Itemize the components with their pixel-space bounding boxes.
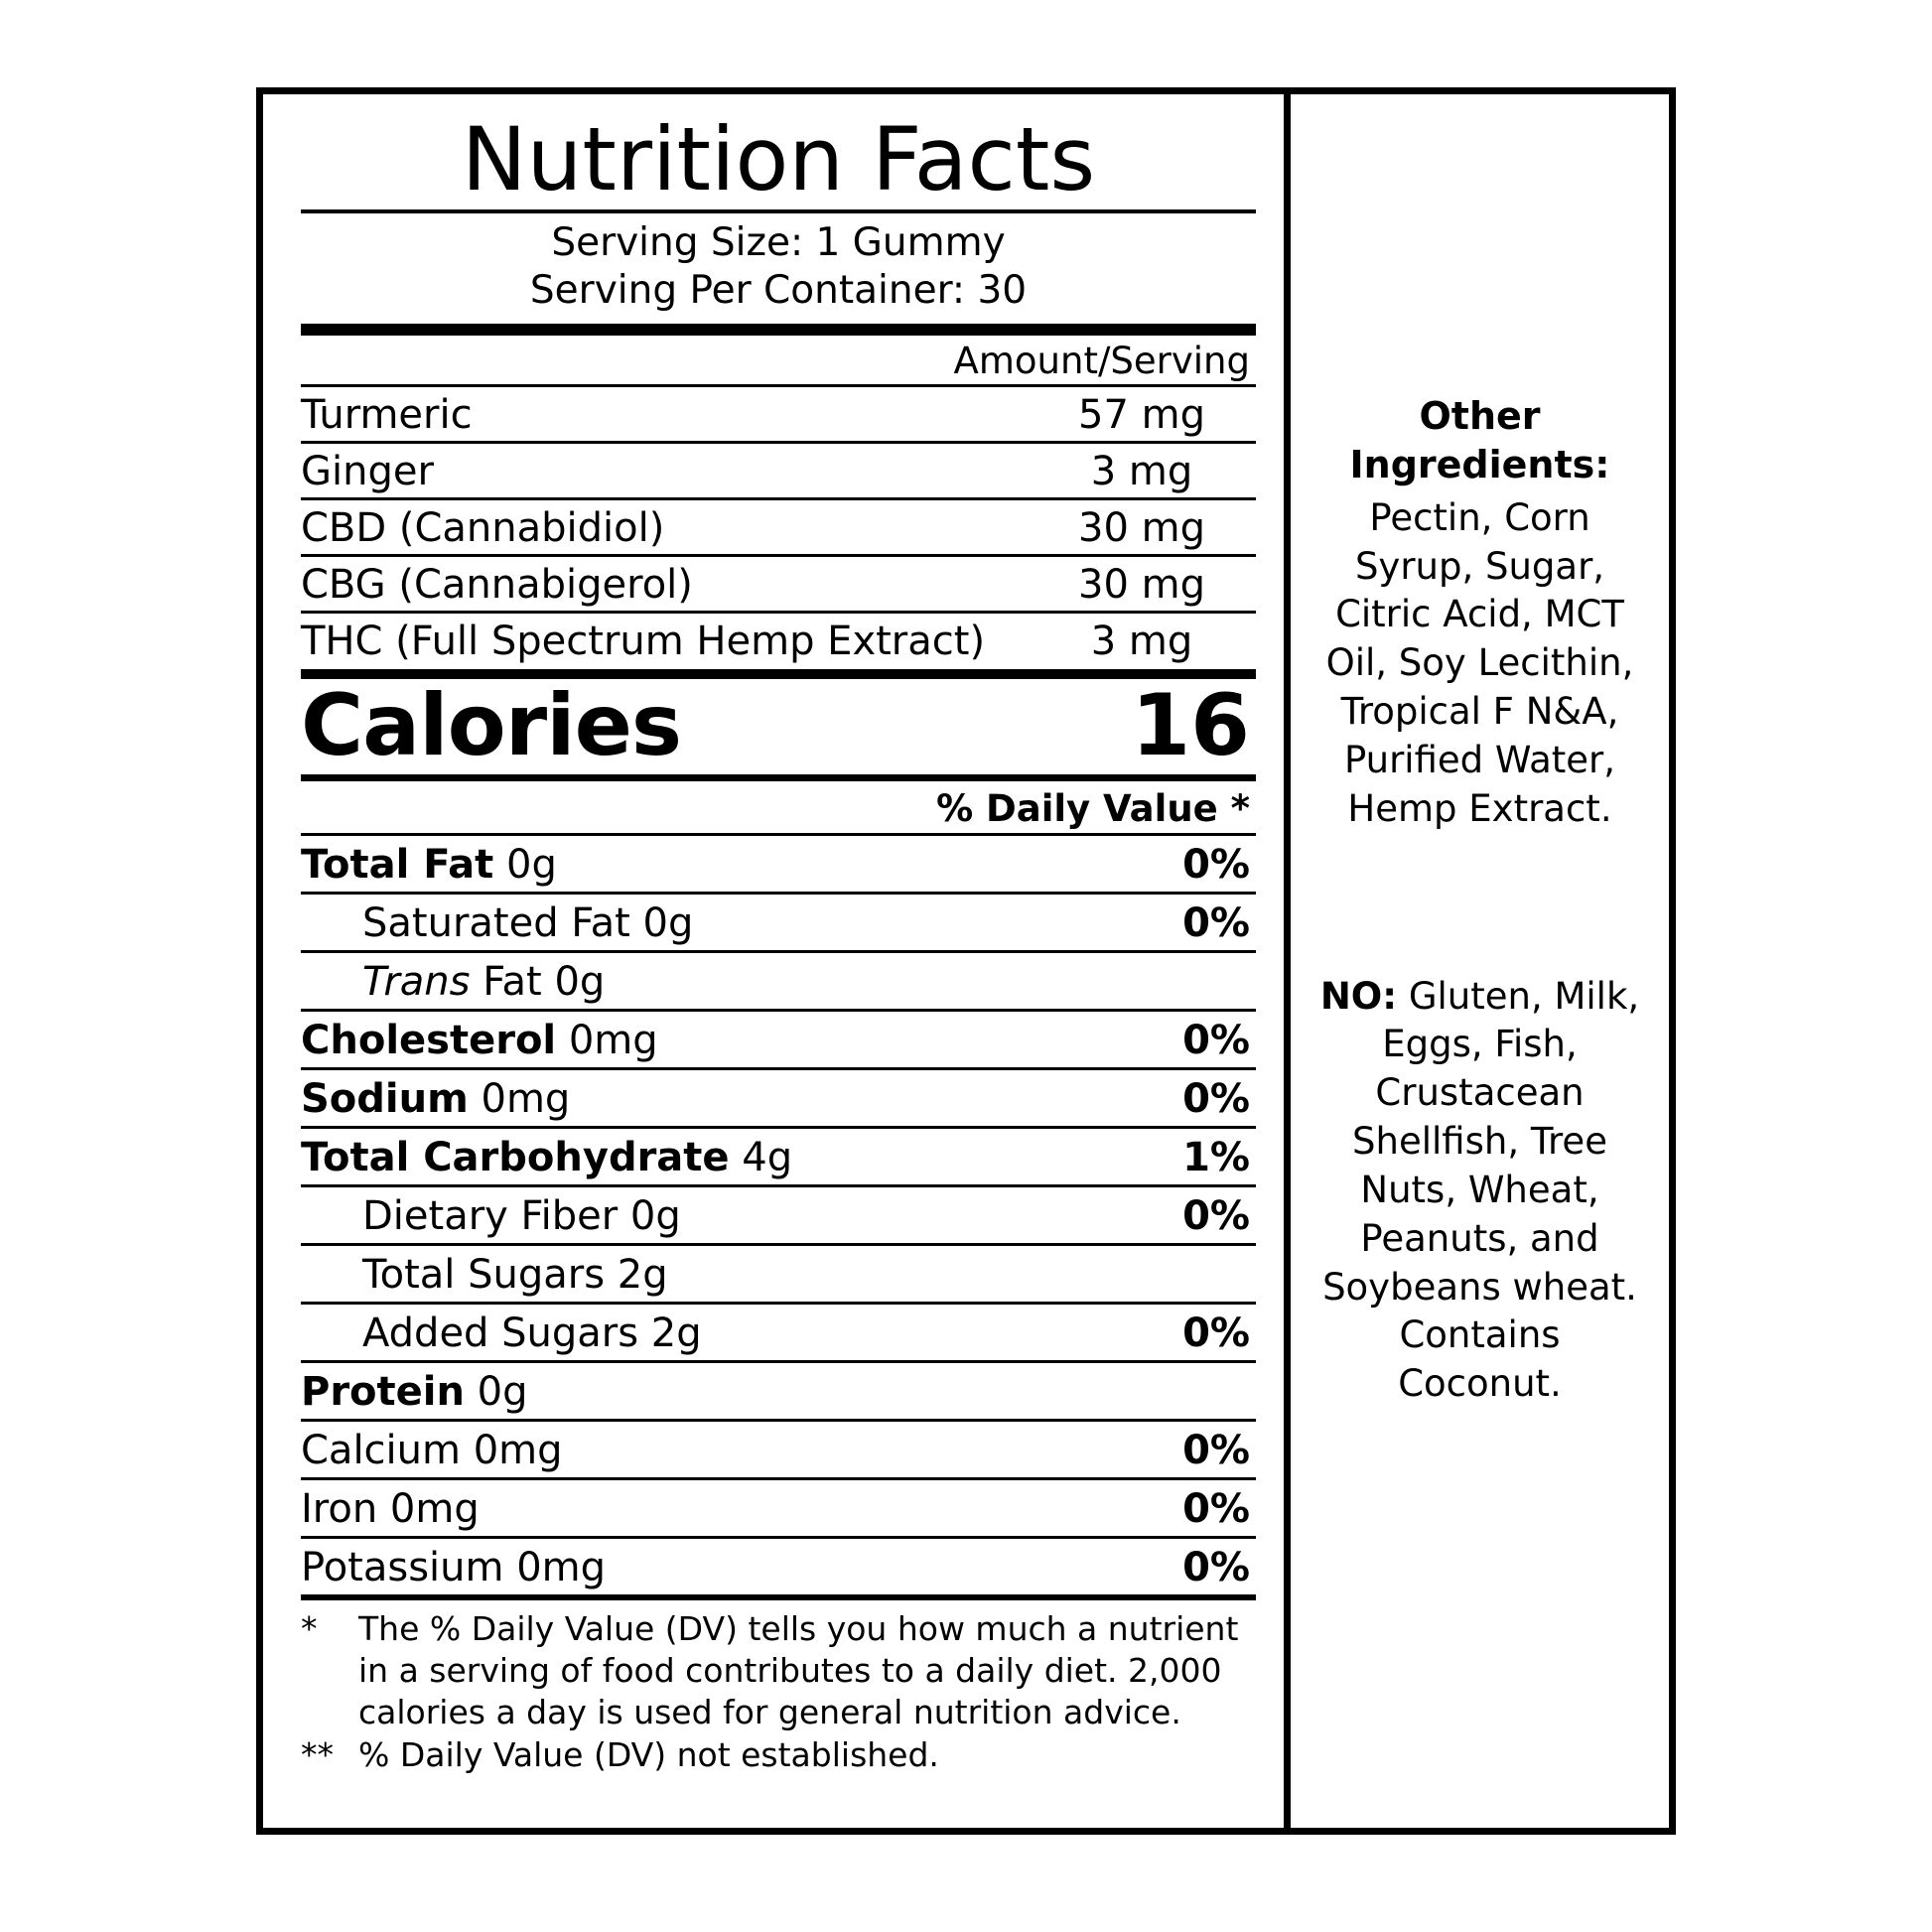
other-ingredients-text: Pectin, Corn Syrup, Sugar, Citric Acid, MCT Oil, Soy Lecithin, Tropical F N&A, Purified Water, Hemp Extract. — [1325, 495, 1634, 830]
trans-rest: Fat 0g — [470, 959, 606, 1006]
page-title: Nutrition Facts — [301, 116, 1256, 213]
allergen-statement — [1312, 973, 1647, 1409]
table-row — [301, 557, 1256, 614]
table-row-total-sugars — [301, 1246, 1256, 1305]
amount-per-serving-header: Amount/Serving — [953, 340, 1250, 383]
nutrient-name — [301, 1369, 1131, 1415]
actives-table — [301, 387, 1256, 667]
nutrient-name-rest: 0g — [464, 1369, 528, 1416]
footnote-marker: ** — [301, 1735, 334, 1775]
nutrient-dv: 0% — [1182, 900, 1250, 947]
footnote-marker: * — [301, 1609, 318, 1649]
footnote-daily-value — [301, 1608, 1256, 1732]
nutrient-name — [301, 959, 1131, 1005]
table-row-protein — [301, 1363, 1256, 1422]
nutrient-name-bold: Cholesterol — [301, 1018, 557, 1064]
table-row-total-fat — [301, 836, 1256, 895]
trans-italic: Trans — [362, 959, 471, 1006]
nutrient-name — [301, 1018, 1131, 1063]
nutrient-name-rest: 0mg — [556, 1018, 658, 1064]
nutrient-name — [301, 1076, 1131, 1122]
serving-size: Serving Size: 1 Gummy — [551, 220, 1006, 265]
table-row-saturated-fat — [301, 895, 1256, 953]
nutrients-table — [301, 836, 1256, 1422]
side-panel-spacer — [1312, 834, 1647, 973]
nutrient-name-bold: Total Carbohydrate — [301, 1135, 730, 1181]
table-row-trans-fat — [301, 953, 1256, 1012]
nutrition-facts-label — [256, 87, 1676, 1835]
active-name: THC (Full Spectrum Hemp Extract) — [301, 619, 986, 665]
divider-thick-top — [301, 324, 1256, 336]
mineral-dv: 0% — [1182, 1545, 1250, 1591]
daily-value-header: % Daily Value * — [301, 781, 1256, 836]
nutrient-name: Total Sugars 2g — [362, 1252, 668, 1299]
nutrient-dv: 0% — [1182, 842, 1250, 889]
active-amount: 57 mg — [1078, 392, 1205, 439]
footnote-text: % Daily Value (DV) not established. — [358, 1735, 939, 1775]
nutrient-name-bold: Sodium — [301, 1076, 469, 1123]
calories-label: Calories — [301, 676, 682, 776]
table-row-total-carbohydrate — [301, 1129, 1256, 1187]
minerals-table — [301, 1422, 1256, 1600]
active-name: Turmeric — [301, 392, 473, 439]
nutrient-name-rest: 4g — [729, 1135, 793, 1181]
allergen-text: Gluten, Milk, Eggs, Fish, Crustacean Shellfish, Tree Nuts, Wheat, Peanuts, and Soybeans wheat. Contains Coconut. — [1322, 974, 1640, 1406]
table-row — [301, 500, 1256, 557]
nutrient-name: Dietary Fiber 0g — [362, 1193, 681, 1240]
nutrient-dv: 0% — [1182, 1193, 1250, 1240]
side-panel — [1291, 94, 1669, 1828]
servings-per-container: Serving Per Container: 30 — [529, 267, 1028, 313]
active-name: CBD (Cannabidiol) — [301, 505, 665, 552]
nutrient-name — [301, 1135, 1131, 1180]
mineral-dv: 0% — [1182, 1486, 1250, 1533]
table-row-iron — [301, 1480, 1256, 1539]
nutrient-name: Added Sugars 2g — [362, 1311, 702, 1357]
calories-value: 16 — [1131, 676, 1250, 776]
table-row-cholesterol — [301, 1012, 1256, 1070]
active-amount: 30 mg — [1078, 562, 1205, 609]
calories-row — [301, 669, 1256, 781]
mineral-name: Iron 0mg — [301, 1486, 480, 1533]
nutrient-name: Saturated Fat 0g — [362, 900, 694, 947]
footnotes — [301, 1608, 1256, 1777]
mineral-name: Calcium 0mg — [301, 1428, 563, 1474]
nutrient-name-bold: Protein — [301, 1369, 465, 1416]
table-row-dietary-fiber — [301, 1187, 1256, 1246]
table-row — [301, 387, 1256, 444]
table-row-added-sugars — [301, 1305, 1256, 1363]
table-row-calcium — [301, 1422, 1256, 1480]
nutrient-name-rest: 0mg — [468, 1076, 571, 1123]
active-amount: 3 mg — [1090, 449, 1193, 495]
table-row-potassium — [301, 1539, 1256, 1600]
nutrient-dv: 0% — [1182, 1018, 1250, 1064]
active-amount: 3 mg — [1090, 619, 1193, 665]
allergen-label: NO: — [1319, 974, 1398, 1018]
table-row — [301, 614, 1256, 667]
nutrient-dv: 0% — [1182, 1076, 1250, 1123]
mineral-name: Potassium 0mg — [301, 1545, 606, 1591]
footnote-not-established — [301, 1734, 1256, 1776]
table-row-sodium — [301, 1070, 1256, 1129]
active-name: CBG (Cannabigerol) — [301, 562, 693, 609]
mineral-dv: 0% — [1182, 1428, 1250, 1474]
other-ingredients-heading: Other Ingredients: — [1349, 394, 1610, 487]
nutrient-name-rest: 0g — [493, 842, 557, 889]
nutrient-dv: 1% — [1182, 1135, 1250, 1181]
nutrient-name — [301, 842, 1131, 888]
active-amount: 30 mg — [1078, 505, 1205, 552]
table-row — [301, 444, 1256, 500]
active-name: Ginger — [301, 449, 434, 495]
nutrient-name-bold: Total Fat — [301, 842, 494, 889]
footnote-text: The % Daily Value (DV) tells you how much a nutrient in a serving of food contributes to a daily diet. 2,000 calories a day is used for general nutrition advice. — [358, 1609, 1239, 1731]
nutrition-main-panel — [263, 94, 1291, 1828]
nutrient-dv: 0% — [1182, 1311, 1250, 1357]
